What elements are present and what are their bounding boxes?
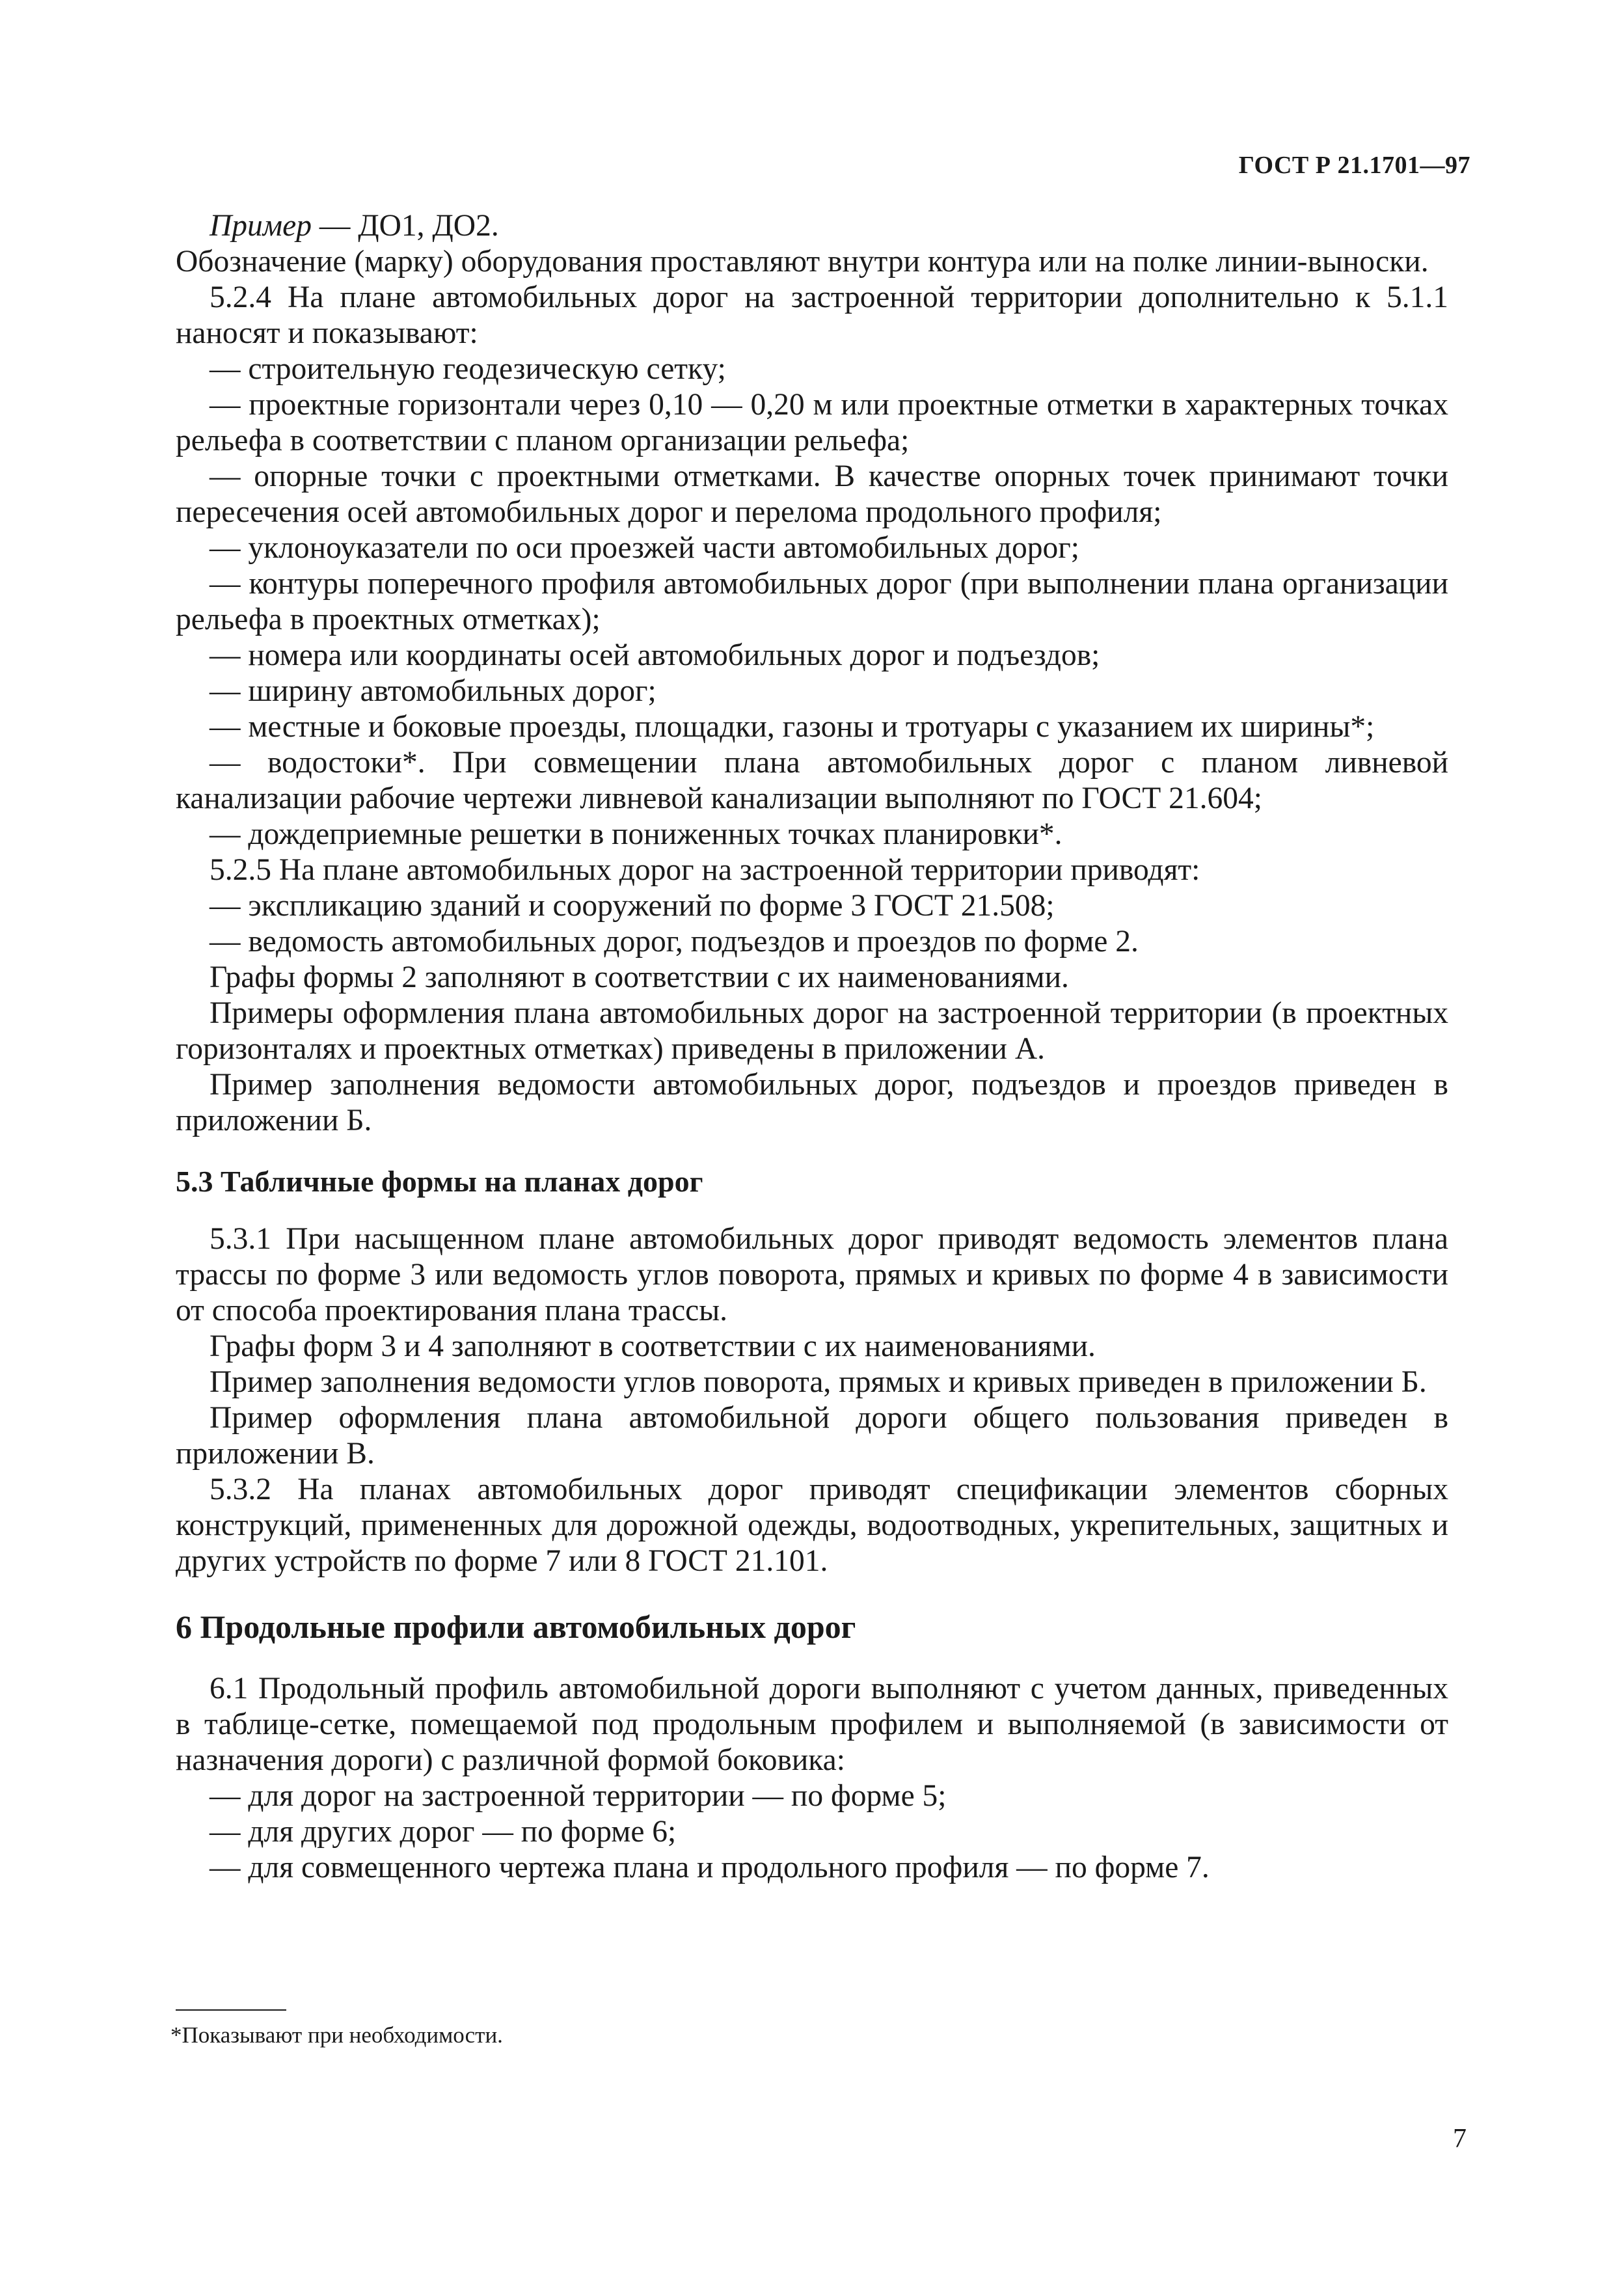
- document-header: ГОСТ Р 21.1701—97: [1238, 152, 1470, 179]
- footnote-separator: [176, 2009, 286, 2011]
- list-item: — для других дорог — по форме 6;: [210, 1815, 677, 1849]
- paragraph: 5.2.4 На плане автомобильных дорог на застроенной территории дополнительно к 5.1.1 наносят и показывают:: [176, 280, 1448, 350]
- page-number: 7: [1453, 2124, 1467, 2154]
- section-heading-5-3: 5.3 Табличные формы на планах дорог: [176, 1165, 703, 1198]
- paragraph: 5.3.2 На планах автомобильных дорог приводят спецификации элементов сборных конструкций, примененных для дорожной одежды, водоотводных, укрепительных, защитных и других устройств по форме 7 или 8 ГОСТ 21.101.: [176, 1473, 1448, 1578]
- list-item: — для дорог на застроенной территории — по форме 5;: [210, 1779, 947, 1813]
- list-item: — строительную геодезическую сетку;: [210, 352, 726, 386]
- list-item: — экспликацию зданий и сооружений по форме 3 ГОСТ 21.508;: [210, 889, 1055, 923]
- list-item: — контуры поперечного профиля автомобильных дорог (при выполнении плана организации рельефа в проектных отметках);: [176, 567, 1448, 636]
- paragraph: Пример оформления плана автомобильной дороги общего пользования приведен в приложении В.: [176, 1401, 1448, 1471]
- paragraph: Графы формы 2 заполняют в соответствии с их наименованиями.: [210, 960, 1069, 994]
- example-line: [176, 208, 1448, 244]
- list-item: — водостоки*. При совмещении плана автомобильных дорог с планом ливневой канализации рабочие чертежи ливневой канализации выполняют по ГОСТ 21.604;: [176, 746, 1448, 815]
- paragraph: 5.2.5 На плане автомобильных дорог на застроенной территории приводят:: [210, 853, 1200, 887]
- list-item: — дождеприемные решетки в пониженных точках планировки*.: [210, 817, 1062, 851]
- list-item: — ширину автомобильных дорог;: [210, 674, 656, 708]
- section-6-paragraphs: [176, 1671, 1448, 1886]
- paragraph: Обозначение (марку) оборудования проставляют внутри контура или на полке линии-выноски.: [176, 245, 1429, 278]
- list-item: — проектные горизонтали через 0,10 — 0,20 м или проектные отметки в характерных точках рельефа в соответствии с планом организации рельефа;: [176, 388, 1448, 457]
- list-item: — ведомость автомобильных дорог, подъездов и проездов по форме 2.: [210, 925, 1139, 958]
- paragraph: Пример заполнения ведомости углов поворота, прямых и кривых приведен в приложении Б.: [210, 1365, 1427, 1399]
- footnote: *Показывают при необходимости.: [170, 2022, 503, 2048]
- section-53-paragraphs: [176, 1221, 1448, 1579]
- list-item: — для совмещенного чертежа плана и продольного профиля — по форме 7.: [210, 1851, 1210, 1884]
- paragraph: Пример заполнения ведомости автомобильных дорог, подъездов и проездов приведен в приложении Б.: [176, 1068, 1448, 1137]
- document-body: [176, 208, 1448, 1886]
- section-heading-6: 6 Продольные профили автомобильных дорог: [176, 1609, 856, 1645]
- list-item: — уклоноуказатели по оси проезжей части автомобильных дорог;: [210, 531, 1079, 565]
- paragraph: Графы форм 3 и 4 заполняют в соответствии с их наименованиями.: [210, 1329, 1096, 1363]
- paragraph: Примеры оформления плана автомобильных дорог на застроенной территории (в проектных горизонталях и проектных отметках) приведены в приложении А.: [176, 996, 1448, 1066]
- list-item: — номера или координаты осей автомобильных дорог и подъездов;: [210, 638, 1100, 672]
- paragraph: 6.1 Продольный профиль автомобильной дороги выполняют с учетом данных, приведенных в таблице-сетке, помещаемой под продольным профилем и выполняемой (в зависимости от назначения дороги) с различной формой боковика:: [176, 1672, 1448, 1777]
- example-text: — ДО1, ДО2.: [311, 209, 499, 243]
- list-item: — местные и боковые проезды, площадки, газоны и тротуары с указанием их ширины*;: [210, 710, 1375, 744]
- section-52-paragraphs: [176, 244, 1448, 1139]
- paragraph: 5.3.1 При насыщенном плане автомобильных дорог приводят ведомость элементов плана трассы по форме 3 или ведомость углов поворота, прямых и кривых по форме 4 в зависимости от способа проектирования плана трассы.: [176, 1222, 1448, 1327]
- example-label: Пример: [210, 209, 312, 243]
- list-item: — опорные точки с проектными отметками. В качестве опорных точек принимают точки пересечения осей автомобильных дорог и перелома продольного профиля;: [176, 459, 1448, 529]
